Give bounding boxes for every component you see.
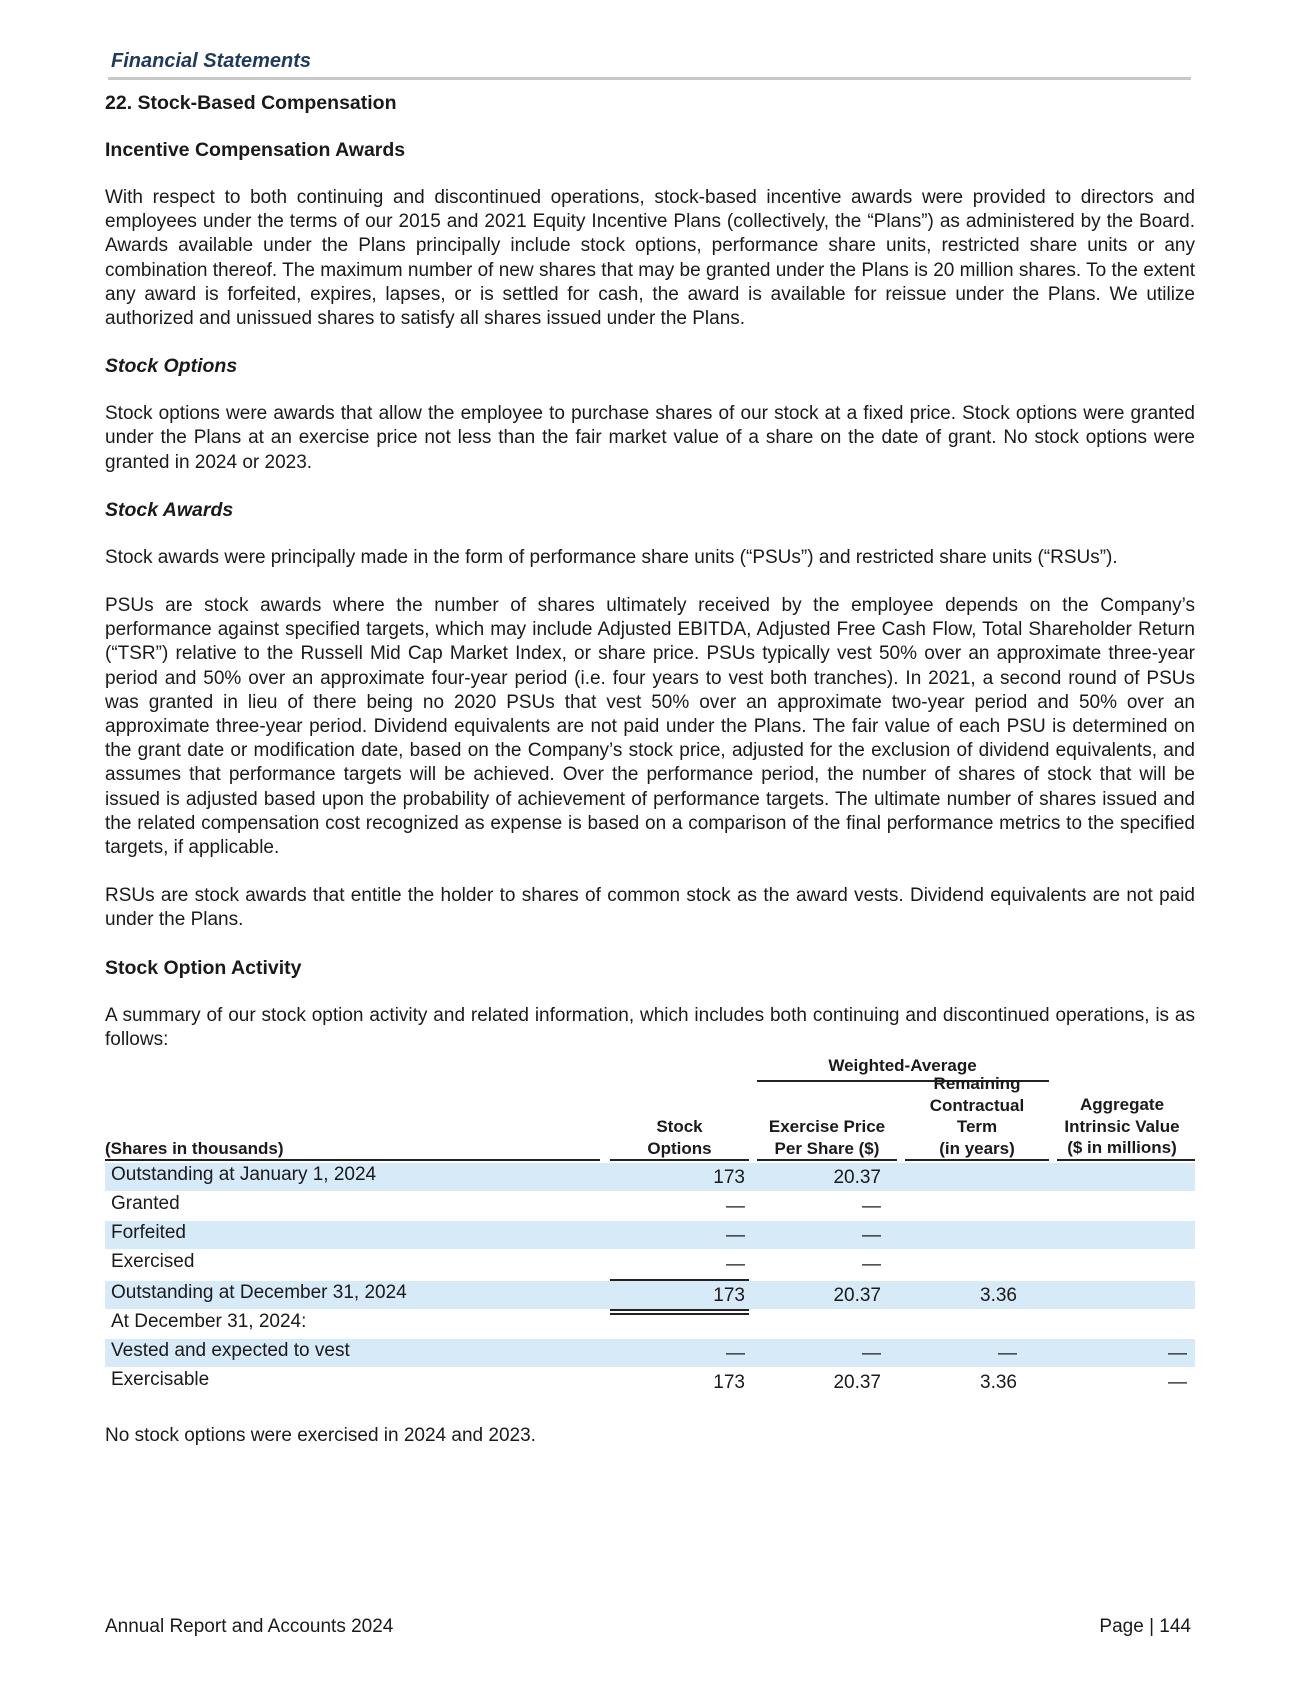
- col-header-term: [905, 1073, 1049, 1159]
- table-row: [105, 1368, 1195, 1396]
- table-row: [105, 1339, 1195, 1367]
- col-header-value-line3: ($ in millions): [1067, 1138, 1177, 1158]
- cell-price: —: [862, 1225, 881, 1247]
- col-header-term-line4: (in years): [939, 1138, 1015, 1158]
- option-activity-heading: Stock Option Activity: [105, 956, 302, 979]
- cell-price: 20.37: [833, 1285, 881, 1307]
- col-header-price-line2: Per Share ($): [774, 1138, 880, 1158]
- header-rule-price: [757, 1159, 897, 1161]
- cell-price: 20.37: [833, 1167, 881, 1189]
- stock-option-table: [105, 1056, 1195, 1416]
- table-row: [105, 1192, 1195, 1220]
- stock-awards-paragraph-1: Stock awards were principally made in the form of performance share units (“PSUs”) and restricted share units (“RSUs”).: [105, 546, 1118, 568]
- stock-options-paragraph: Stock options were awards that allow the employee to purchase shares of our stock at a fixed price. Stock options were granted under the Plans at an exercise price not less than the fair market value of a share on the date of grant. No stock options were granted in 2024 or 2023.: [105, 403, 1195, 473]
- section-title: 22. Stock-Based Compensation: [105, 92, 397, 114]
- cell-options: 173: [713, 1167, 745, 1189]
- rsu-paragraph: RSUs are stock awards that entitle the holder to shares of common stock as the award vests. Dividend equivalents are not paid under the Plans.: [105, 885, 1195, 931]
- col-header-price: [757, 1116, 897, 1159]
- option-activity-outro: No stock options were exercised in 2024 and 2023.: [105, 1425, 536, 1447]
- col-header-term-line1: Remaining: [933, 1074, 1021, 1094]
- cell-term: —: [998, 1343, 1017, 1365]
- incentive-heading: Incentive Compensation Awards: [105, 139, 406, 161]
- cell-value: —: [1168, 1343, 1187, 1365]
- col-header-price-line1: Exercise Price: [768, 1117, 886, 1137]
- col-header-term-line3: Term: [956, 1117, 998, 1137]
- incentive-paragraph: With respect to both continuing and discontinued operations, stock-based incentive awards were provided to directors and employees under the terms of our 2015 and 2021 Equity Incentive Plans (collectively, the “Plans”) as administered by the Board. Awards available under the Plans principally include stock options, performance share units, restricted share units or any combination thereof. The maximum number of new shares that may be granted under the Plans is 20 million shares. To the extent any award is forfeited, expires, lapses, or is settled for cash, the award is available for reissue under the Plans. We utilize authorized and unissued shares to satisfy all shares issued under the Plans.: [105, 187, 1195, 330]
- header-rule-term: [905, 1159, 1049, 1161]
- col-header-label: (Shares in thousands): [105, 1139, 284, 1159]
- cell-term: 3.36: [980, 1285, 1017, 1307]
- row-label: Outstanding at January 1, 2024: [111, 1164, 377, 1186]
- header-rule: [108, 77, 1191, 80]
- cell-options: —: [726, 1254, 745, 1276]
- row-label: Vested and expected to vest: [111, 1340, 350, 1362]
- cell-options: —: [726, 1225, 745, 1247]
- cell-price: —: [862, 1254, 881, 1276]
- row-label: Granted: [111, 1193, 180, 1215]
- stock-options-heading: Stock Options: [105, 355, 238, 378]
- col-header-value-line1: Aggregate: [1079, 1095, 1165, 1115]
- cell-price: —: [862, 1343, 881, 1365]
- cell-options: 173: [713, 1285, 745, 1307]
- cell-options: —: [726, 1343, 745, 1365]
- cell-price: 20.37: [833, 1372, 881, 1394]
- footer-report-title: Annual Report and Accounts 2024: [105, 1616, 394, 1637]
- cell-value: —: [1168, 1372, 1187, 1394]
- table-row: [105, 1163, 1195, 1191]
- col-header-term-line2: Contractual: [929, 1095, 1025, 1115]
- cell-price: —: [862, 1196, 881, 1218]
- table-row: [105, 1221, 1195, 1249]
- cell-options: —: [726, 1196, 745, 1218]
- stock-awards-heading: Stock Awards: [105, 498, 234, 521]
- weighted-average-header: Weighted-Average: [828, 1056, 977, 1076]
- table-row: [105, 1250, 1195, 1278]
- col-header-options-line2: Options: [647, 1138, 712, 1158]
- row-label: Exercisable: [111, 1369, 210, 1391]
- header-rule-label: [105, 1159, 600, 1161]
- table-row: [105, 1310, 1195, 1338]
- table-row: [105, 1281, 1195, 1309]
- running-header: Financial Statements: [111, 50, 312, 72]
- header-rule-options: [610, 1159, 749, 1161]
- col-header-options: [610, 1116, 749, 1159]
- row-label: Forfeited: [111, 1222, 186, 1244]
- content: [105, 92, 1195, 1472]
- cell-term: 3.36: [980, 1372, 1017, 1394]
- row-label: Outstanding at December 31, 2024: [111, 1282, 407, 1304]
- col-header-value: [1049, 1094, 1195, 1159]
- cell-options: 173: [713, 1372, 745, 1394]
- psu-paragraph: PSUs are stock awards where the number of shares ultimately received by the employee depends on the Company’s performance against specified targets, which may include Adjusted EBITDA, Adjusted Free Cash Flow, Total Shareholder Return (“TSR”) relative to the Russell Mid Cap Market Index, or share price. PSUs typically vest 50% over an approximate three-year period and 50% over an approximate four-year period (i.e. four years to vest both tranches). In 2021, a second round of PSUs was granted in lieu of there being no 2020 PSUs that vest 50% over an approximate two-year period and 50% over an approximate three-year period. Dividend equivalents are not paid under the Plans. The fair value of each PSU is determined on the grant date or modification date, based on the Company’s stock price, adjusted for the exclusion of dividend equivalents, and assumes that performance targets will be achieved. Over the performance period, the number of shares of stock that will be issued is adjusted based upon the probability of achievement of performance targets. The ultimate number of shares issued and the related compensation cost recognized as expense is based on a comparison of the final performance metrics to the specified targets, if applicable.: [105, 595, 1195, 859]
- footer-page-number: Page | 144: [1099, 1616, 1191, 1637]
- row-label: Exercised: [111, 1251, 195, 1273]
- col-header-options-line1: Stock: [656, 1117, 703, 1137]
- option-activity-intro: A summary of our stock option activity and related information, which includes both continuing and discontinued operations, is as follows:: [105, 1004, 1195, 1050]
- col-header-value-line2: Intrinsic Value: [1064, 1116, 1180, 1136]
- row-label: At December 31, 2024:: [111, 1311, 307, 1333]
- header-rule-value: [1057, 1159, 1195, 1161]
